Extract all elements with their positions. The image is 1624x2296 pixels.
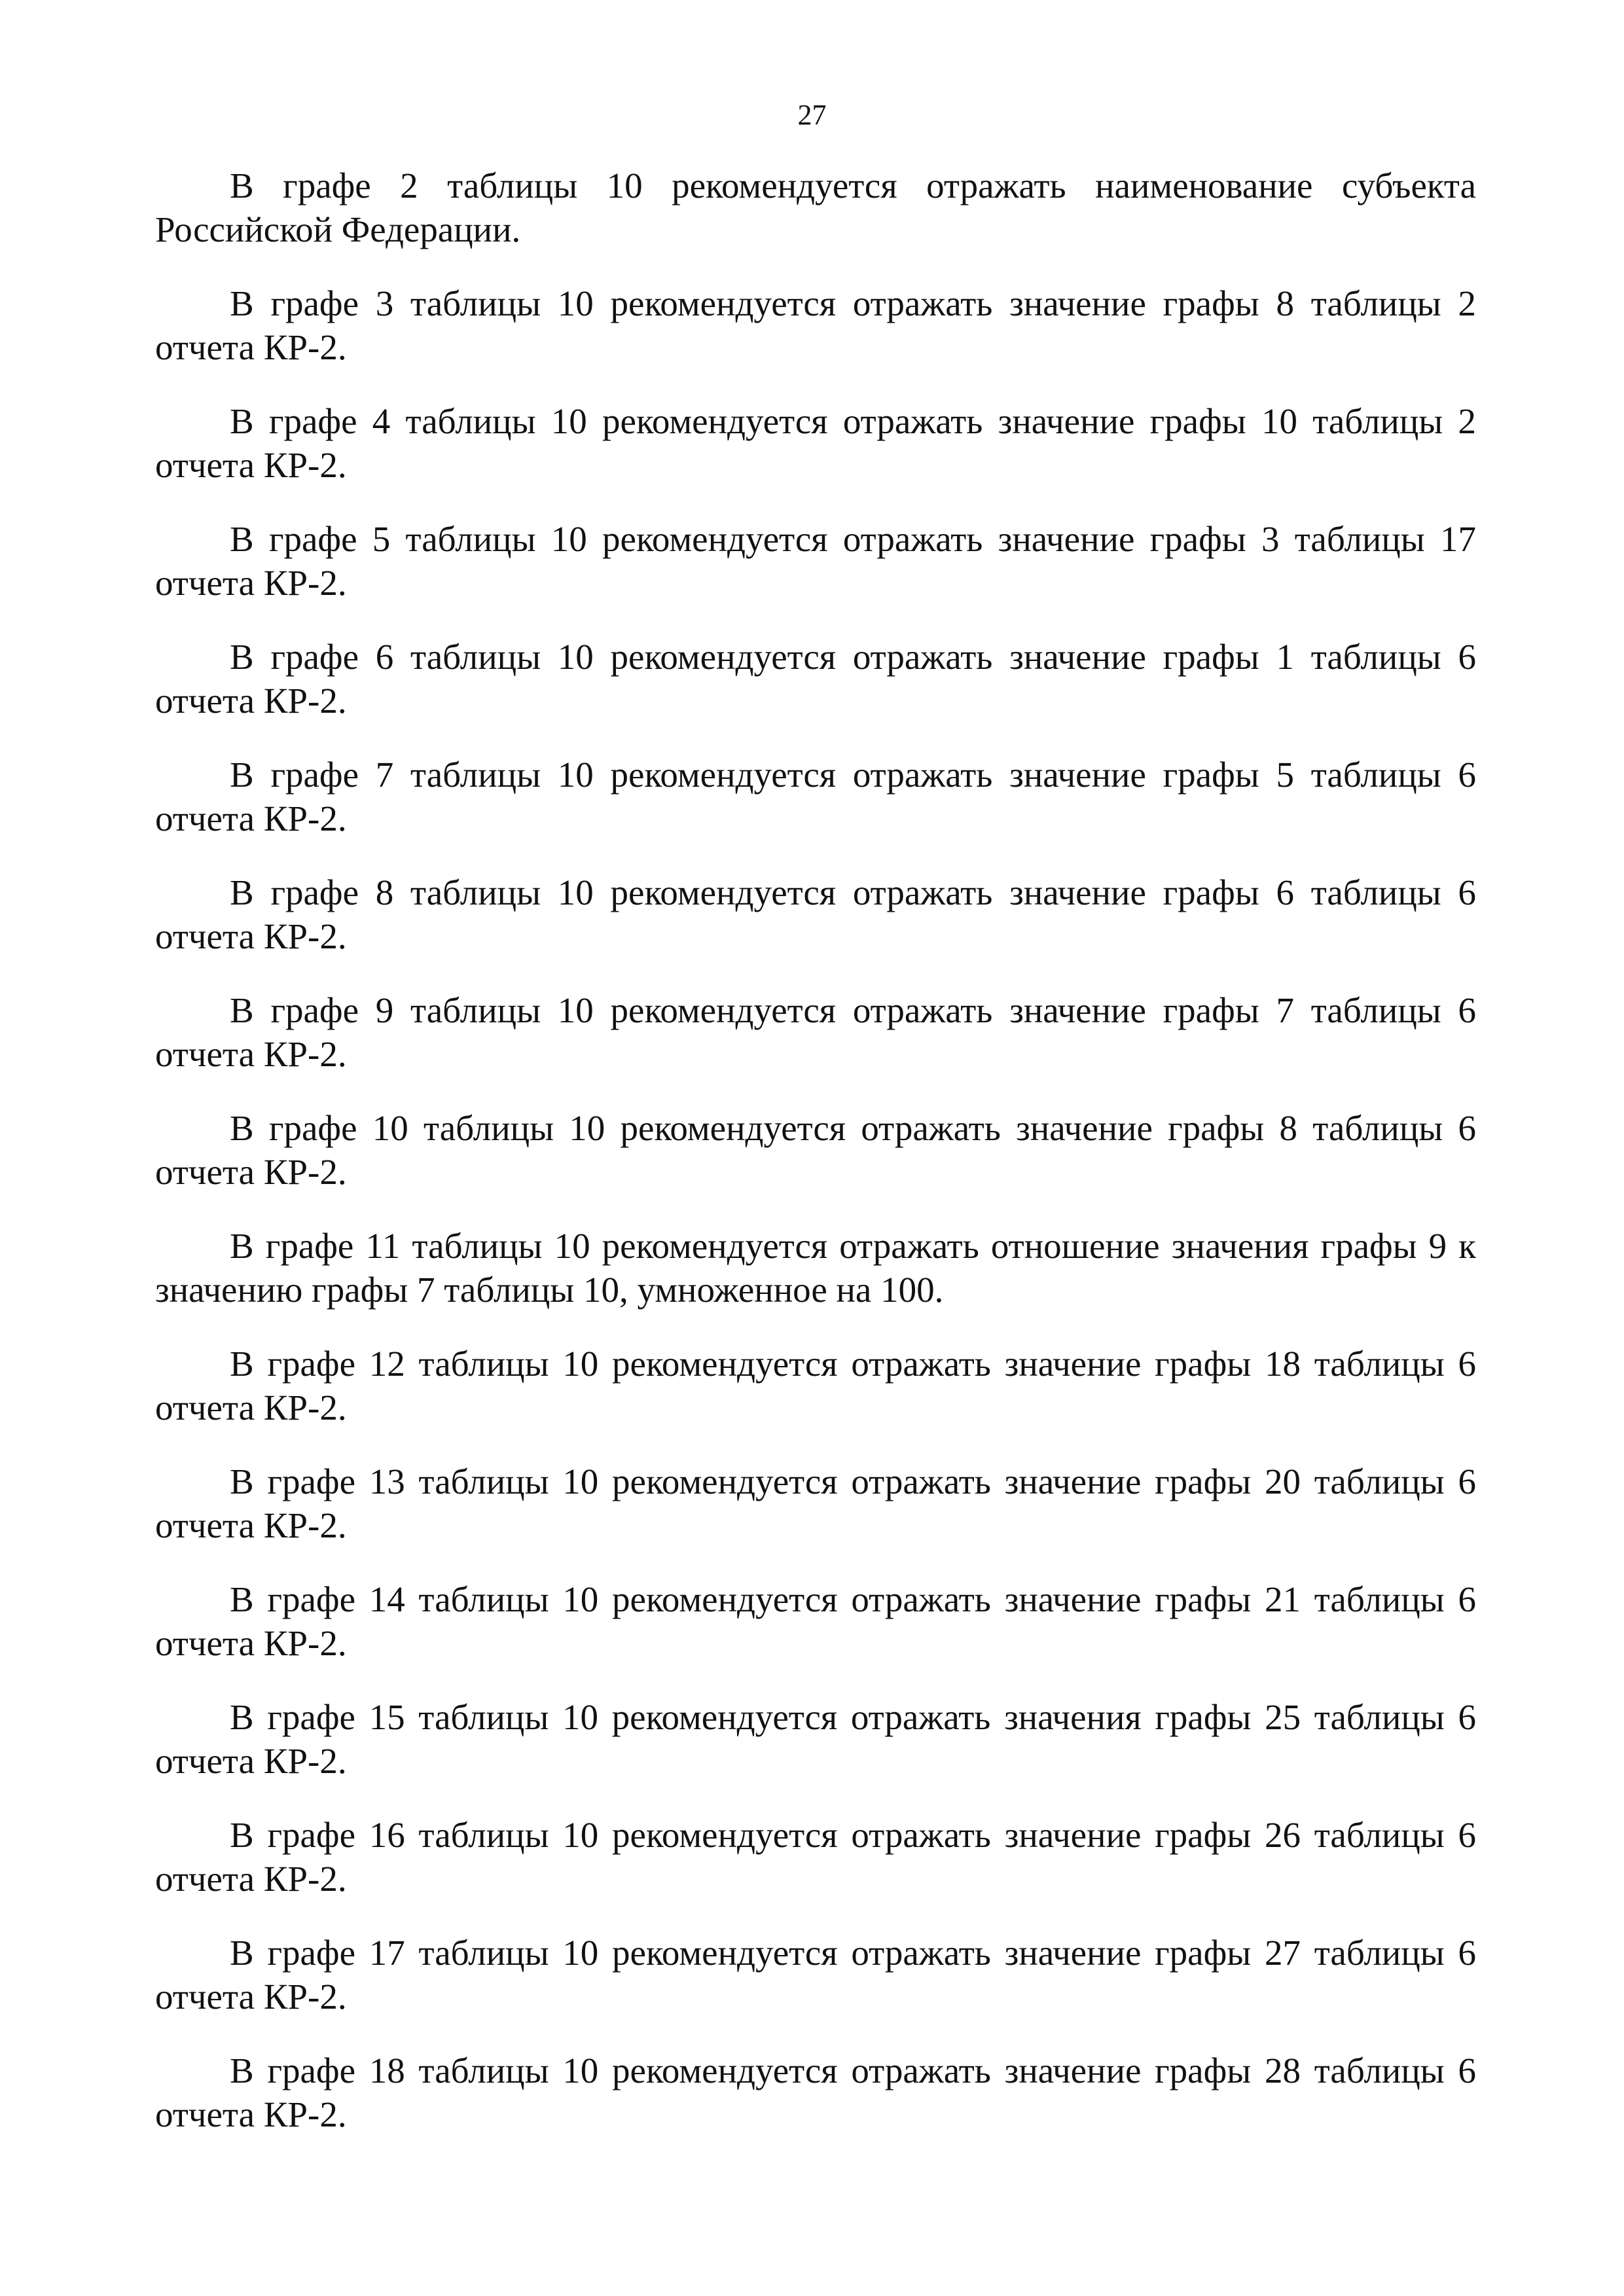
- paragraph: В графе 15 таблицы 10 рекомендуется отражать значения графы 25 таблицы 6 отчета КР-2.: [155, 1697, 1476, 1781]
- paragraph: В графе 12 таблицы 10 рекомендуется отражать значение графы 18 таблицы 6 отчета КР-2.: [155, 1344, 1476, 1427]
- document-body: [155, 164, 1476, 2166]
- paragraph: В графе 11 таблицы 10 рекомендуется отражать отношение значения графы 9 к значению графы 7 таблицы 10, умноженное на 100.: [155, 1226, 1476, 1310]
- paragraph: В графе 7 таблицы 10 рекомендуется отражать значение графы 5 таблицы 6 отчета КР-2.: [155, 755, 1476, 838]
- paragraph: В графе 9 таблицы 10 рекомендуется отражать значение графы 7 таблицы 6 отчета КР-2.: [155, 990, 1476, 1074]
- paragraph: В графе 18 таблицы 10 рекомендуется отражать значение графы 28 таблицы 6 отчета КР-2.: [155, 2051, 1476, 2134]
- paragraph: В графе 6 таблицы 10 рекомендуется отражать значение графы 1 таблицы 6 отчета КР-2.: [155, 637, 1476, 721]
- paragraph: В графе 17 таблицы 10 рекомендуется отражать значение графы 27 таблицы 6 отчета КР-2.: [155, 1933, 1476, 2017]
- paragraph: В графе 16 таблицы 10 рекомендуется отражать значение графы 26 таблицы 6 отчета КР-2.: [155, 1815, 1476, 1899]
- paragraph: В графе 2 таблицы 10 рекомендуется отражать наименование субъекта Российской Федерации.: [155, 166, 1476, 249]
- paragraph: В графе 5 таблицы 10 рекомендуется отражать значение графы 3 таблицы 17 отчета КР-2.: [155, 519, 1476, 603]
- paragraph: В графе 14 таблицы 10 рекомендуется отражать значение графы 21 таблицы 6 отчета КР-2.: [155, 1579, 1476, 1663]
- page-number: 27: [797, 99, 827, 131]
- paragraph: В графе 4 таблицы 10 рекомендуется отражать значение графы 10 таблицы 2 отчета КР-2.: [155, 401, 1476, 485]
- paragraph: В графе 10 таблицы 10 рекомендуется отражать значение графы 8 таблицы 6 отчета КР-2.: [155, 1108, 1476, 1192]
- paragraph: В графе 3 таблицы 10 рекомендуется отражать значение графы 8 таблицы 2 отчета КР-2.: [155, 283, 1476, 367]
- paragraph: В графе 8 таблицы 10 рекомендуется отражать значение графы 6 таблицы 6 отчета КР-2.: [155, 872, 1476, 956]
- paragraph: В графе 13 таблицы 10 рекомендуется отражать значение графы 20 таблицы 6 отчета КР-2.: [155, 1462, 1476, 1545]
